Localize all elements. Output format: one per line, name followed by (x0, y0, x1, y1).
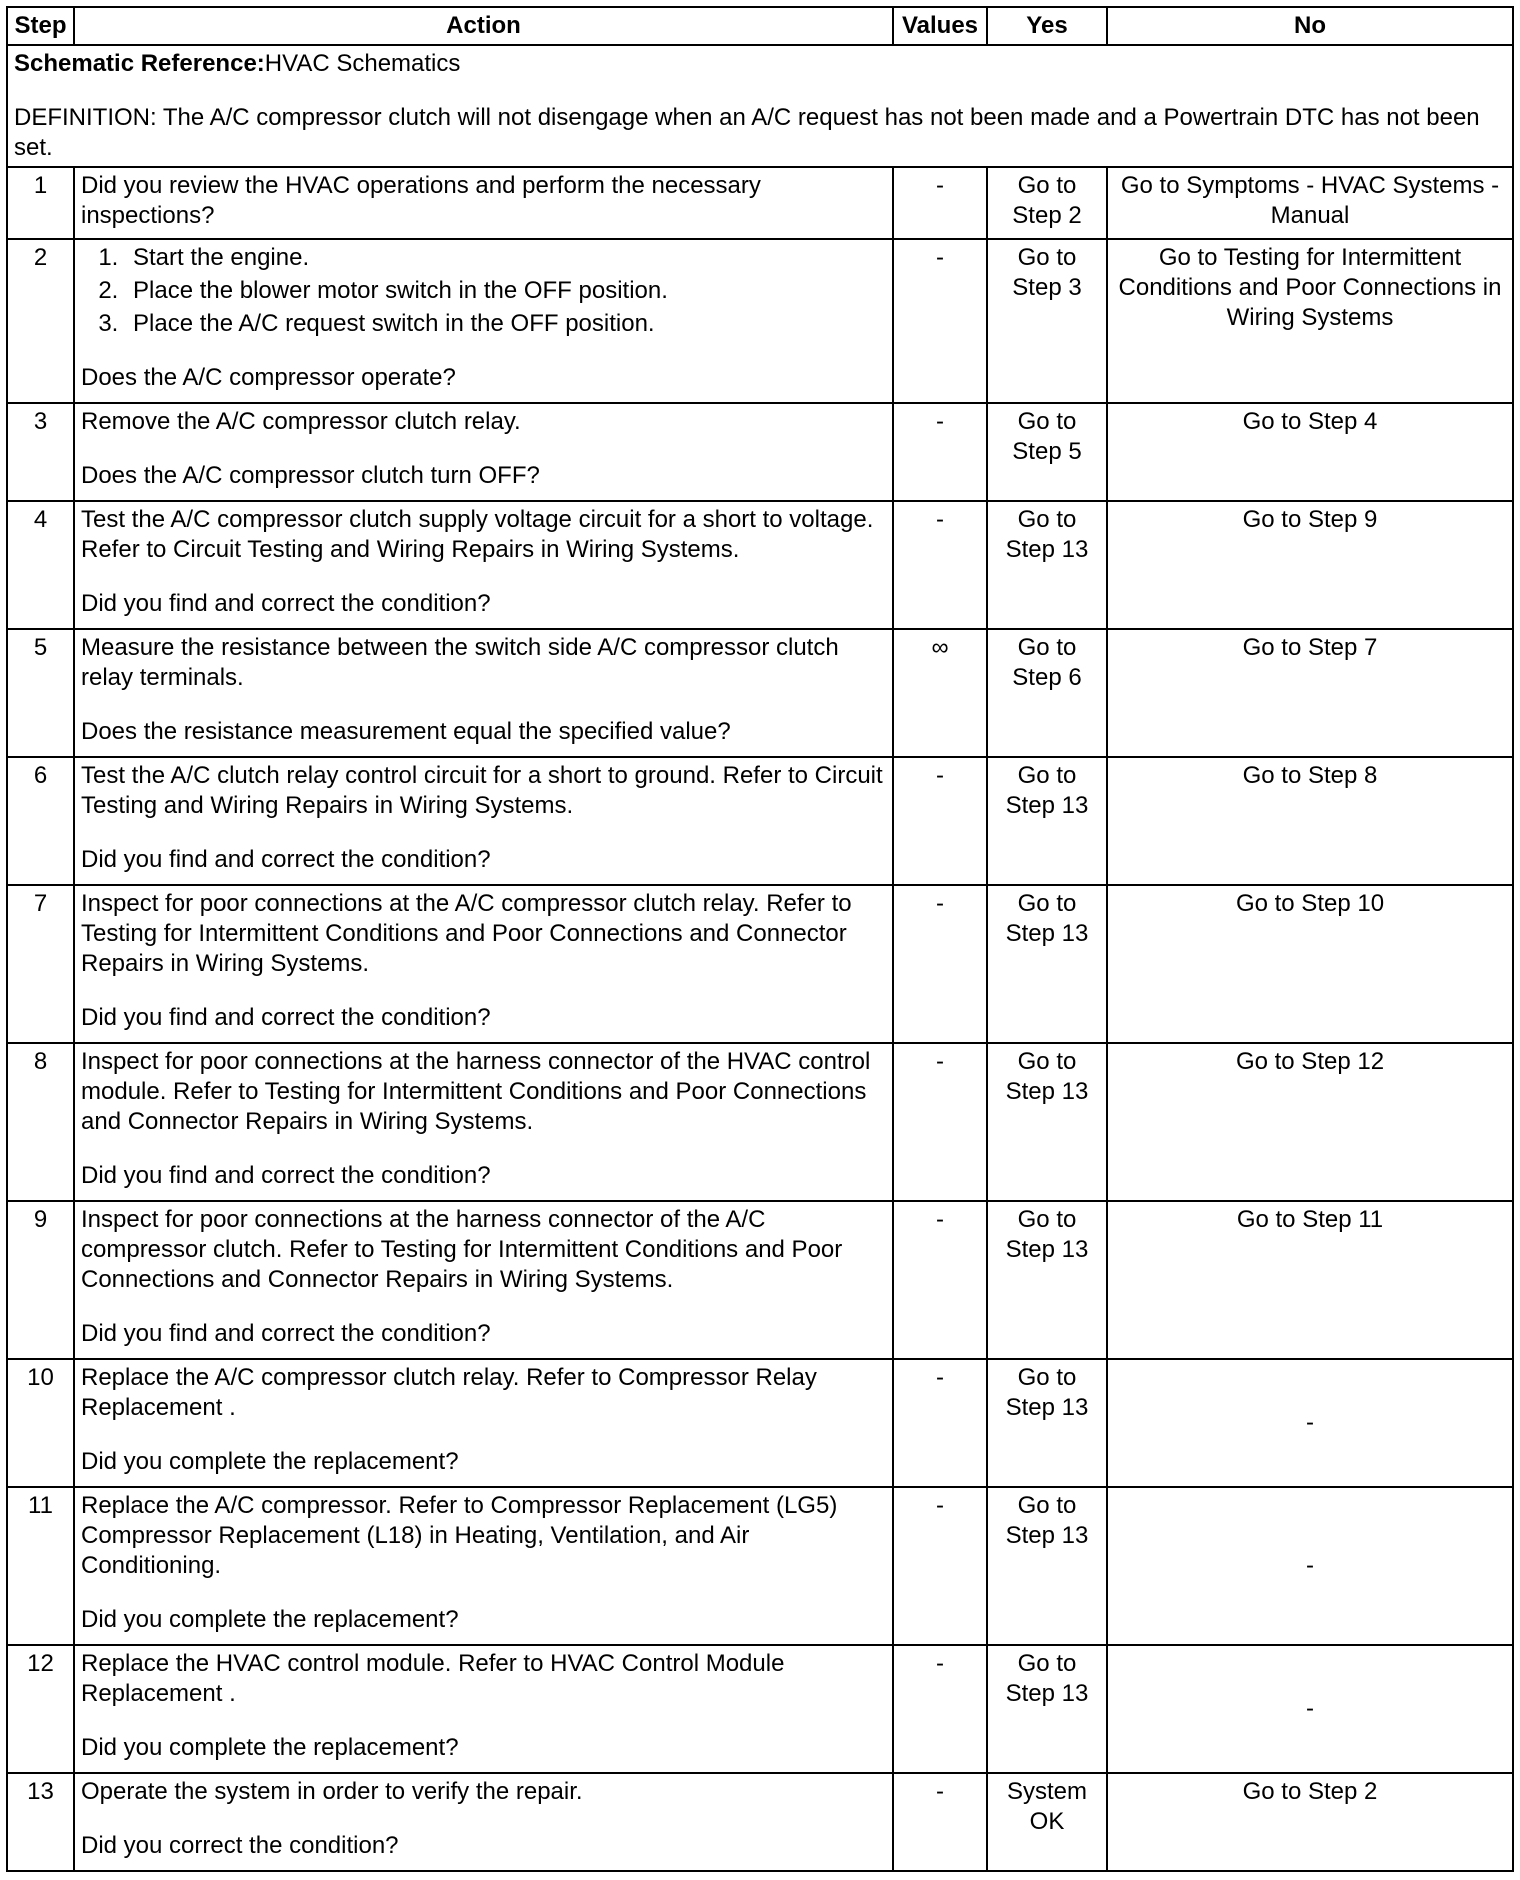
yes-link[interactable]: Go to Step 13 (987, 501, 1107, 629)
reference-row (7, 45, 1513, 167)
diagnostic-table-container (6, 6, 1512, 1872)
value-cell: - (893, 1359, 987, 1487)
schematic-reference-link[interactable]: HVAC Schematics (264, 50, 461, 77)
action-text: Replace the A/C compressor clutch relay. Refer to Compressor Relay Replacement . (81, 1364, 817, 1421)
action-cell (74, 1487, 893, 1645)
step-number: 11 (7, 1487, 74, 1645)
no-link[interactable]: Go to Step 4 (1107, 403, 1513, 501)
no-link[interactable]: Go to Step 10 (1107, 885, 1513, 1043)
action-text: Inspect for poor connections at the harness connector of the A/C compressor clutch. Refer to Testing for Intermittent Conditions and Poor Connections and Connector Repairs in Wiring Systems. (81, 1206, 843, 1293)
action-text: Did you review the HVAC operations and perform the necessary inspections? (81, 172, 761, 229)
table-row (7, 403, 1513, 501)
no-link[interactable]: Go to Step 7 (1107, 629, 1513, 757)
value-cell: - (893, 1487, 987, 1645)
yes-link[interactable]: Go to Step 6 (987, 629, 1107, 757)
no-link[interactable]: Go to Step 11 (1107, 1201, 1513, 1359)
action-list (81, 243, 886, 339)
table-row (7, 629, 1513, 757)
action-cell (74, 1043, 893, 1201)
no-link[interactable]: Go to Symptoms - HVAC Systems - Manual (1107, 167, 1513, 239)
value-cell: ∞ (893, 629, 987, 757)
value-cell: - (893, 885, 987, 1043)
action-question: Does the resistance measurement equal the specified value? (81, 718, 731, 745)
header-action: Action (74, 7, 893, 45)
reference-cell (7, 45, 1513, 167)
action-text: Test the A/C compressor clutch supply voltage circuit for a short to voltage. Refer to Circuit Testing and Wiring Repairs in Wiring Systems. (81, 506, 874, 563)
table-row (7, 1359, 1513, 1487)
yes-link[interactable]: Go to Step 3 (987, 239, 1107, 403)
yes-link[interactable]: Go to Step 2 (987, 167, 1107, 239)
step-number: 4 (7, 501, 74, 629)
diagnostic-table (6, 6, 1514, 1872)
action-question: Did you complete the replacement? (81, 1448, 459, 1475)
table-row (7, 1043, 1513, 1201)
action-cell (74, 1201, 893, 1359)
action-cell (74, 501, 893, 629)
no-link[interactable]: Go to Step 12 (1107, 1043, 1513, 1201)
step-number: 10 (7, 1359, 74, 1487)
value-cell: - (893, 1645, 987, 1773)
action-text: Inspect for poor connections at the A/C compressor clutch relay. Refer to Testing for Intermittent Conditions and Poor Connections and Connector Repairs in Wiring Systems. (81, 890, 852, 977)
step-number: 7 (7, 885, 74, 1043)
no-link[interactable]: Go to Step 8 (1107, 757, 1513, 885)
action-question: Did you find and correct the condition? (81, 590, 491, 617)
header-step: Step (7, 7, 74, 45)
table-row (7, 167, 1513, 239)
value-cell: - (893, 239, 987, 403)
yes-link[interactable]: Go to Step 13 (987, 1487, 1107, 1645)
table-row (7, 1487, 1513, 1645)
action-question: Does the A/C compressor clutch turn OFF? (81, 462, 540, 489)
step-number: 3 (7, 403, 74, 501)
header-no: No (1107, 7, 1513, 45)
schematic-reference-label: Schematic Reference: (14, 50, 265, 77)
step-number: 6 (7, 757, 74, 885)
action-cell (74, 239, 893, 403)
step-number: 8 (7, 1043, 74, 1201)
value-cell: - (893, 501, 987, 629)
action-list-item: 2. Place the blower motor switch in the OFF position. (125, 276, 886, 306)
yes-link[interactable]: Go to Step 13 (987, 757, 1107, 885)
action-text: Inspect for poor connections at the harness connector of the HVAC control module. Refer to Testing for Intermittent Conditions and Poor Connections and Connector Repairs in Wiring Systems. (81, 1048, 871, 1135)
header-values: Values (893, 7, 987, 45)
action-text: Replace the HVAC control module. Refer to HVAC Control Module Replacement . (81, 1650, 785, 1707)
action-text: Operate the system in order to verify the repair. (81, 1778, 583, 1805)
yes-link[interactable]: Go to Step 13 (987, 885, 1107, 1043)
table-row (7, 239, 1513, 403)
no-link[interactable]: Go to Testing for Intermittent Conditions and Poor Connections in Wiring Systems (1107, 239, 1513, 403)
action-question: Does the A/C compressor operate? (81, 364, 456, 391)
no-link[interactable]: Go to Step 9 (1107, 501, 1513, 629)
yes-value: System OK (987, 1773, 1107, 1871)
no-link[interactable]: Go to Step 2 (1107, 1773, 1513, 1871)
yes-link[interactable]: Go to Step 13 (987, 1043, 1107, 1201)
table-row (7, 1645, 1513, 1773)
action-list-item: 3. Place the A/C request switch in the OFF position. (125, 309, 886, 339)
action-cell (74, 1773, 893, 1871)
value-cell: - (893, 1201, 987, 1359)
action-cell (74, 885, 893, 1043)
no-value: - (1107, 1645, 1513, 1773)
header-yes: Yes (987, 7, 1107, 45)
no-value: - (1107, 1359, 1513, 1487)
action-question: Did you complete the replacement? (81, 1734, 459, 1761)
schematic-reference (14, 49, 1506, 79)
step-number: 1 (7, 167, 74, 239)
value-cell: - (893, 1773, 987, 1871)
action-question: Did you complete the replacement? (81, 1606, 459, 1633)
yes-link[interactable]: Go to Step 13 (987, 1645, 1107, 1773)
value-cell: - (893, 1043, 987, 1201)
yes-link[interactable]: Go to Step 13 (987, 1201, 1107, 1359)
value-cell: - (893, 757, 987, 885)
action-cell (74, 1645, 893, 1773)
action-question: Did you find and correct the condition? (81, 1162, 491, 1189)
table-row (7, 757, 1513, 885)
action-text: Measure the resistance between the switch side A/C compressor clutch relay terminals. (81, 634, 839, 691)
step-number: 9 (7, 1201, 74, 1359)
step-number: 13 (7, 1773, 74, 1871)
action-cell (74, 629, 893, 757)
step-number: 5 (7, 629, 74, 757)
action-question: Did you find and correct the condition? (81, 846, 491, 873)
action-list-item: 1. Start the engine. (125, 243, 886, 273)
action-cell (74, 403, 893, 501)
table-row (7, 1201, 1513, 1359)
value-cell: - (893, 403, 987, 501)
action-cell (74, 167, 893, 239)
table-row (7, 885, 1513, 1043)
action-question: Did you correct the condition? (81, 1832, 399, 1859)
action-text: Test the A/C clutch relay control circuit for a short to ground. Refer to Circuit Testing and Wiring Repairs in Wiring Systems. (81, 762, 883, 819)
action-question: Did you find and correct the condition? (81, 1004, 491, 1031)
value-cell: - (893, 167, 987, 239)
definition-text: DEFINITION: The A/C compressor clutch will not disengage when an A/C request has not been made and a Powertrain DTC has not been set. (14, 104, 1480, 161)
step-number: 12 (7, 1645, 74, 1773)
yes-link[interactable]: Go to Step 5 (987, 403, 1107, 501)
table-row (7, 501, 1513, 629)
action-cell (74, 757, 893, 885)
header-row (7, 7, 1513, 45)
table-row (7, 1773, 1513, 1871)
no-value: - (1107, 1487, 1513, 1645)
yes-link[interactable]: Go to Step 13 (987, 1359, 1107, 1487)
action-text: Remove the A/C compressor clutch relay. (81, 408, 521, 435)
step-number: 2 (7, 239, 74, 403)
action-question: Did you find and correct the condition? (81, 1320, 491, 1347)
action-text: Replace the A/C compressor. Refer to Compressor Replacement (LG5) Compressor Replacement (L18) in Heating, Ventilation, and Air Conditioning. (81, 1492, 838, 1579)
action-cell (74, 1359, 893, 1487)
